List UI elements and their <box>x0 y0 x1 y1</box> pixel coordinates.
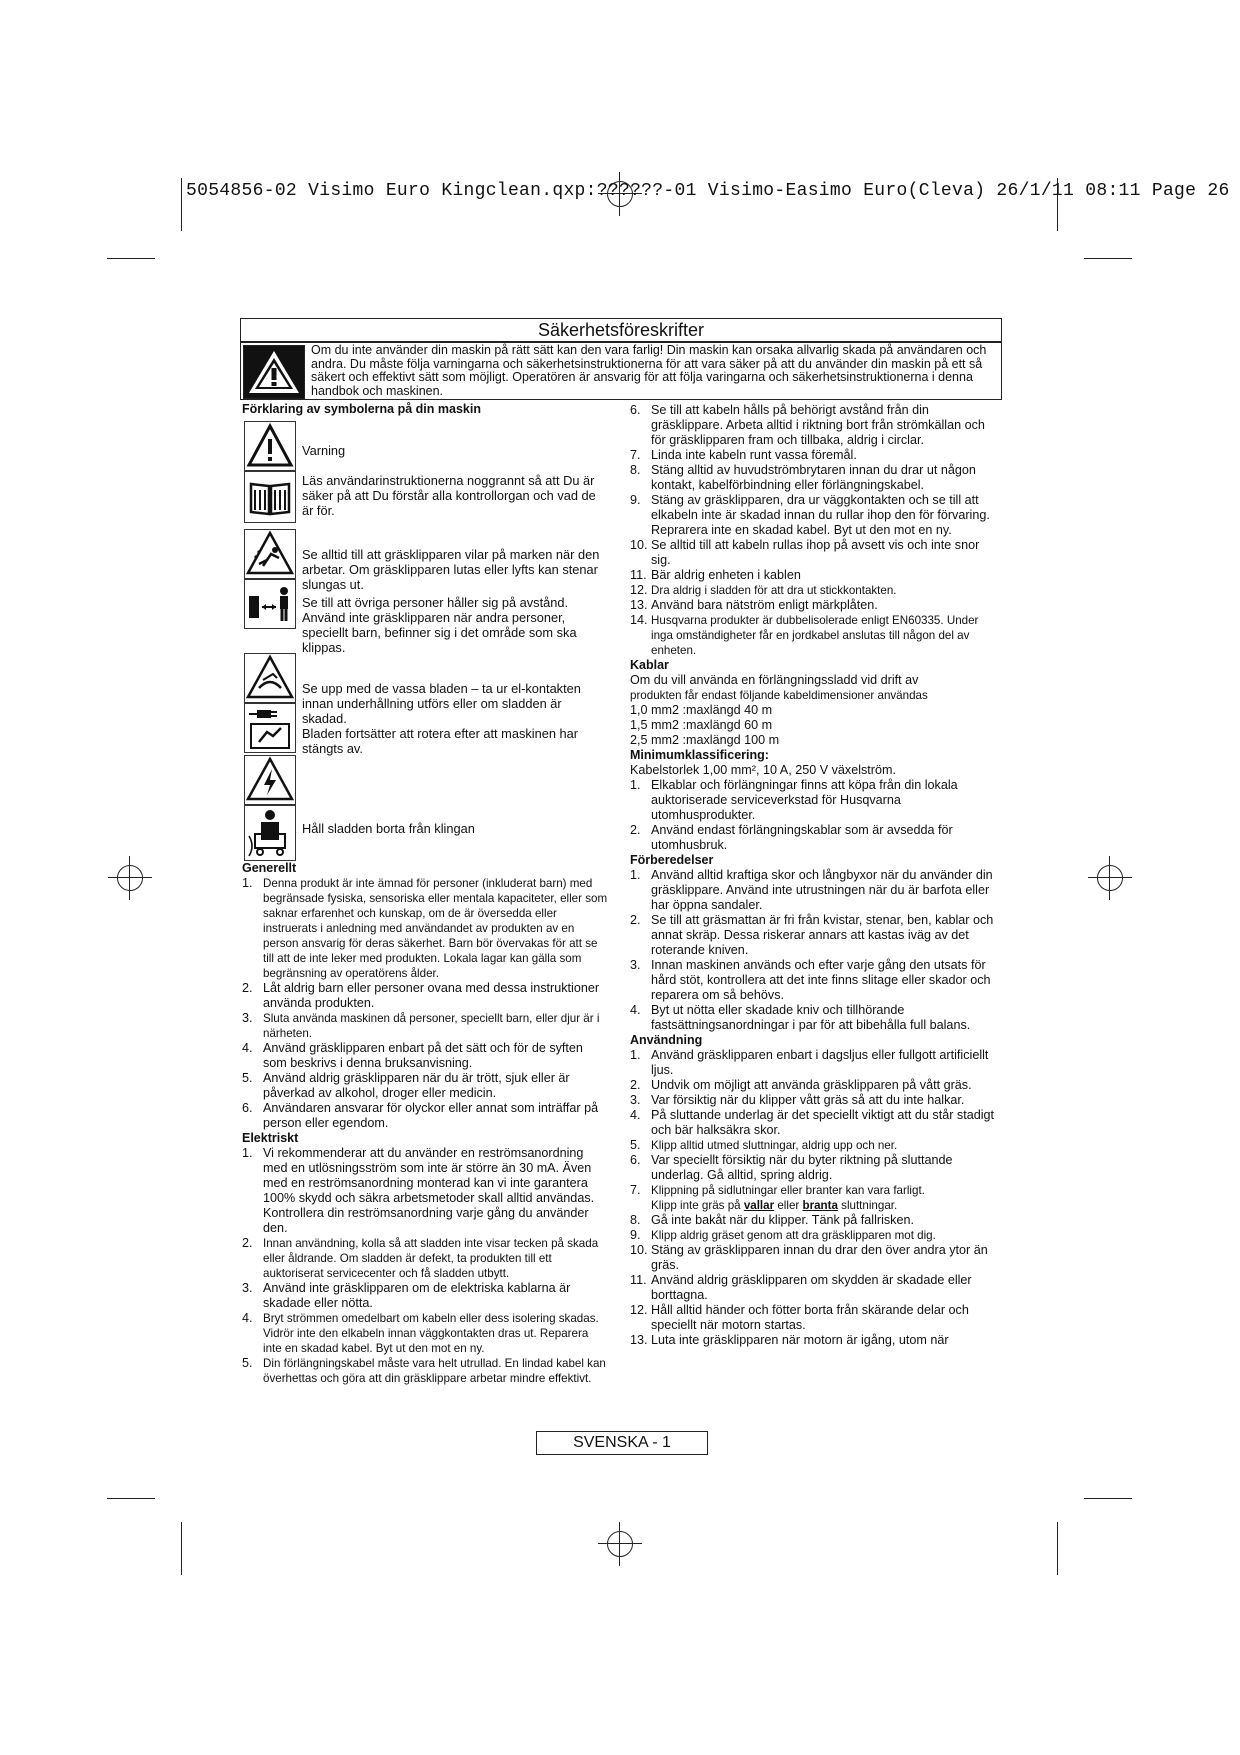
list-item: 9. Stäng av gräsklipparen, dra ur väggkontakten och se till att elkabeln inte är skadad innan du rullar ihop den för förvaring. Reprarera inte en skadad kabel. Byt ut den mot en ny. <box>630 493 990 537</box>
symbol-text: Håll sladden borta från klingan <box>302 821 475 836</box>
right-column <box>630 403 996 1348</box>
symbol-text: Varning <box>302 443 346 458</box>
registration-mark-bottom <box>598 1522 642 1566</box>
list-item: 4. Byt ut nötta eller skadade kniv och tillhörande fastsättningsanordningar i par för att bibehålla full balans. <box>630 1003 971 1032</box>
list-item: 7. Klippning på sidlutningar eller branter kan vara farligt. Klipp inte gräs på vallar eller branta sluttningar. <box>630 1183 925 1212</box>
symbol-text: Se till att övriga personer håller sig på avstånd. Använd inte gräsklipparen när andra personer, speciellt barn, befinner sig i det område som ska klippas. <box>302 595 577 655</box>
cord-away-icon <box>244 805 296 861</box>
list-item: 6. Var speciellt försiktig när du byter riktning på sluttande underlag. Gå alltid, spring aldrig. <box>630 1153 953 1182</box>
forberedelser-heading: Förberedelser <box>630 853 714 867</box>
elektriskt-heading: Elektriskt <box>242 1131 299 1145</box>
list-item: 5. Klipp alltid utmed sluttningar, aldrig upp och ner. <box>630 1138 898 1152</box>
list-item: 8. Gå inte bakåt när du klipper. Tänk på fallrisken. <box>630 1213 914 1227</box>
list-item: 2. Använd endast förlängningskablar som är avsedda för utomhusbruk. <box>630 823 953 852</box>
warning-triangle-icon <box>243 345 305 399</box>
cable-size: 1,0 mm2 :maxlängd 40 m <box>630 703 773 717</box>
anvandning-list <box>630 1048 996 1348</box>
list-item: 2. Se till att gräsmattan är fri från kvistar, stenar, ben, kablar och annat skräp. Dessa riskerar annars att kastas iväg av det roterande kniven. <box>630 913 994 957</box>
kablar-list <box>630 778 996 853</box>
list-item: 6. Se till att kabeln hålls på behörigt avstånd från din gräsklippare. Arbeta alltid i riktning bort från strömkällan och för gräsklipparen fram och tillbaka, aldrig i circlar. <box>630 403 985 447</box>
kablar-intro: Om du vill använda en förlängningssladd vid drift av <box>630 673 919 687</box>
cable-size: 1,5 mm2 :maxlängd 60 m <box>630 718 773 732</box>
list-item: 5. Din förlängningskabel måste vara helt utrullad. En lindad kabel kan överhettas och göra att din gräsklippare arbetar mindre effektivt. <box>242 1356 606 1385</box>
crop-mark <box>107 1498 155 1499</box>
warning-text: Om du inte använder din maskin på rätt sätt kan den vara farlig! Din maskin kan orsaka allvarlig skada på användaren och andra. Du måste följa varningarna och säkerhetsinstruktionerna för att vara säker på att du använder din maskin på ett så säkert och effektivt sätt som möjligt. Operatören är ansvarig för att följa varingarna och säkerhetsinstruktionerna i denna handbok och maskinen. <box>311 343 987 398</box>
symbols-heading: Förklaring av symbolerna på din maskin <box>242 402 481 416</box>
list-item: 10. Se alltid till att kabeln rullas ihop på avsett vis och inte snor sig. <box>630 538 980 567</box>
list-item: 1. Elkablar och förlängningar finns att köpa från din lokala auktoriserade serviceverkstad för Husqvarna utomhusprodukter. <box>630 778 958 822</box>
unplug-icon <box>244 703 296 753</box>
warning-icon <box>244 421 296 471</box>
elektriskt-list-continued <box>630 403 996 658</box>
list-item: 3. Innan maskinen används och efter varje gång den utsats för hård stöt, kontrollera att det inte finns slitage eller skador och reparera om så behövs. <box>630 958 991 1002</box>
list-item: 8. Stäng alltid av huvudströmbrytaren innan du drar ut någon kontakt, kabelförbindning eller förlängningskabel. <box>630 463 976 492</box>
generellt-list <box>242 876 610 1131</box>
crop-mark <box>107 258 155 259</box>
keep-distance-icon <box>244 579 296 629</box>
list-item: 7. Linda inte kabeln runt vassa föremål. <box>630 448 857 462</box>
crop-mark <box>1057 1522 1058 1575</box>
print-slug: 5054856-02 Visimo Euro Kingclean.qxp:??????-01 Visimo-Easimo Euro(Cleva) 26/1/11 08:11 Page 26 <box>186 181 1230 201</box>
left-column <box>242 402 610 1386</box>
symbol-text: Läs användarinstruktionerna noggrannt så att Du är säker på att Du förstår alla kontrollorgan och vad de är för. <box>302 473 596 518</box>
symbol-legend <box>242 417 610 861</box>
list-item: 1. Vi rekommenderar att du använder en reströmsanordning med en utlösningsström som inte är större än 30 mA. Även med en reströmsanordning monterad kan vi inte garantera 100% skydd och säkra arbetsmetoder skall alltid användas. Kontrollera din reströmsanordning varje gång du använder den. <box>242 1146 595 1235</box>
registration-mark-right <box>1088 856 1132 900</box>
list-item: 6. Användaren ansvarar för olyckor eller annat som inträffar på person eller egendom. <box>242 1101 599 1130</box>
list-item: 5. Använd aldrig gräsklipparen när du är trött, sjuk eller är påverkad av alkohol, droger eller medicin. <box>242 1071 570 1100</box>
list-item: 13. Luta inte gräsklipparen när motorn är igång, utom när <box>630 1333 949 1347</box>
list-item: 4. På sluttande underlag är det speciellt viktigt att du står stadigt och bär halksäkra skor. <box>630 1108 995 1137</box>
crop-mark <box>181 1522 182 1575</box>
symbol-text: Se alltid till att gräsklipparen vilar på marken när den arbetar. Om gräsklipparen lutas eller lyfts kan stenar slungas ut. <box>302 547 600 592</box>
min-classification-text: Kabelstorlek 1,00 mm², 10 A, 250 V växelström. <box>630 763 896 777</box>
cable-size: 2,5 mm2 :maxlängd 100 m <box>630 733 780 747</box>
list-item: 10. Stäng av gräsklipparen innan du drar den över andra ytor än gräs. <box>630 1243 988 1272</box>
list-item: 12. Håll alltid händer och fötter borta från skärande delar och speciellt när motorn startas. <box>630 1303 969 1332</box>
list-item: 9. Klipp aldrig gräset genom att dra gräsklipparen mot dig. <box>630 1228 936 1242</box>
list-item: 4. Använd gräsklipparen enbart på det sätt och för de syften som beskrivs i denna bruksanvisning. <box>242 1041 583 1070</box>
manual-icon <box>244 471 296 523</box>
list-item: 13. Använd bara nätström enligt märkplåten. <box>630 598 878 612</box>
forberedelser-list <box>630 868 996 1033</box>
list-item: 1. Använd alltid kraftiga skor och långbyxor när du använder din gräsklippare. Använd inte utrustningen när du är barfota eller har öppna sandaler. <box>630 868 993 912</box>
generellt-heading: Generellt <box>242 861 297 875</box>
kablar-intro: produkten får endast följande kabeldimensioner användas <box>630 689 928 702</box>
list-item: 3. Var försiktig när du klipper vått gräs så att du inte halkar. <box>630 1093 965 1107</box>
list-item: 11. Använd aldrig gräsklipparen om skydden är skadade eller borttagna. <box>630 1273 972 1302</box>
list-item: 3. Sluta använda maskinen då personer, speciellt barn, eller djur är i närheten. <box>242 1011 600 1040</box>
list-item: 2. Låt aldrig barn eller personer ovana med dessa instruktioner använda produkten. <box>242 981 600 1010</box>
list-item: 3. Använd inte gräsklipparen om de elektriska kablarna är skadade eller nötta. <box>242 1281 571 1310</box>
registration-mark-left <box>108 856 152 900</box>
crop-mark <box>1084 1498 1132 1499</box>
thrown-objects-icon <box>244 529 296 579</box>
symbol-text: Se upp med de vassa bladen – ta ur el-kontakten innan underhållning utförs eller om sladden är skadad. <box>302 681 581 726</box>
list-item: 2. Undvik om möjligt att använda gräsklipparen på vått gräs. <box>630 1078 972 1092</box>
list-item: 12. Dra aldrig i sladden för att dra ut stickkontakten. <box>630 583 897 597</box>
list-item: 11. Bär aldrig enheten i kablen <box>630 568 801 582</box>
anvandning-heading: Användning <box>630 1033 703 1047</box>
list-item: 2. Innan användning, kolla så att sladden inte visar tecken på skada eller åldrande. Om sladden är defekt, ta produkten till ett auktoriserat servicecenter och få sladden utbytt. <box>242 1236 599 1280</box>
blade-hazard-icon <box>244 653 296 703</box>
underlined-word: vallar <box>743 1199 775 1212</box>
page-footer-label: SVENSKA - 1 <box>536 1431 708 1455</box>
page-title: Säkerhetsföreskrifter <box>240 318 1002 342</box>
underlined-word: branta <box>802 1199 838 1212</box>
list-item: 4. Bryt strömmen omedelbart om kabeln eller dess isolering skadas. Vidrör inte den elkabeln innan väggkontakten dras ut. Reparera inte en skadad kabel. Byt ut den mot en ny. <box>242 1311 599 1355</box>
elektriskt-list <box>242 1146 610 1386</box>
warning-box <box>240 342 1002 400</box>
list-item: 14. Husqvarna produkter är dubbelisolerade enligt EN60335. Under inga omständigheter får en jordkabel anslutas till någon del av enheten. <box>630 613 979 657</box>
list-item: 1. Denna produkt är inte ämnad för personer (inkluderat barn) med begränsade fysiska, sensoriska eller mentala kapaciteter, eller som saknar erfarenhet och kunskap, om de är översedda eller instruerats i anledning med användandet av produkten av en person ansvarig för deras säkerhet. Barn bör övervakas för att se till att de inte leker med produkten. Lokala lagar kan gälla som begränsning av operatörens ålder. <box>242 876 608 980</box>
crop-mark <box>181 178 182 231</box>
kablar-heading: Kablar <box>630 658 669 672</box>
min-classification-heading: Minimumklassificering: <box>630 748 769 762</box>
crop-mark <box>1084 258 1132 259</box>
electric-shock-icon <box>244 755 296 805</box>
symbol-text: Bladen fortsätter att rotera efter att maskinen har stängts av. <box>302 726 578 756</box>
list-item: 1. Använd gräsklipparen enbart i dagsljus eller fullgott artificiellt ljus. <box>630 1048 989 1077</box>
